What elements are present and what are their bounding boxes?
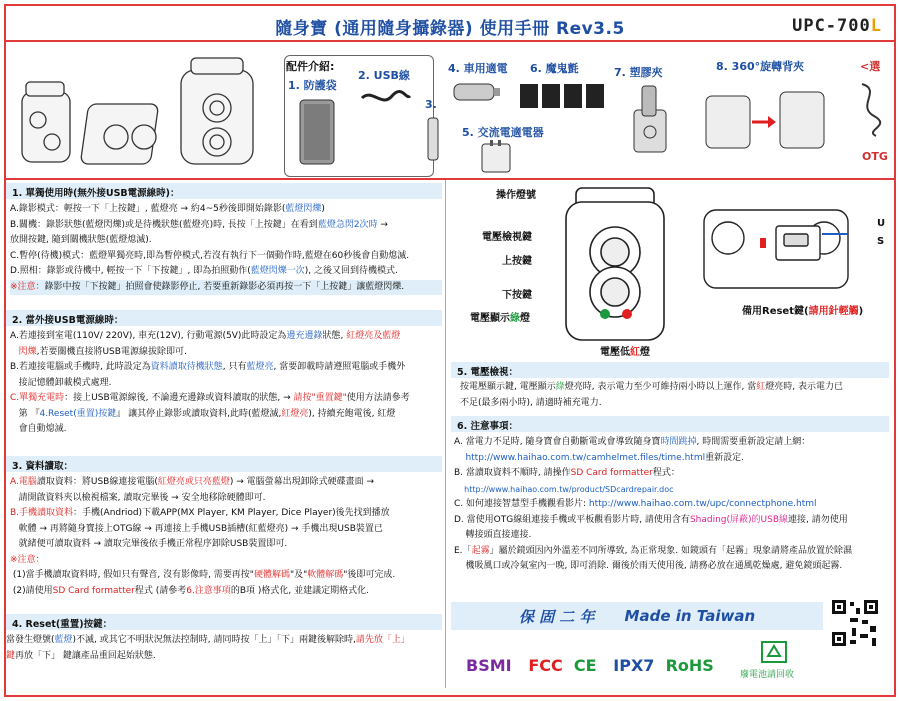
section-2-heading: 2. 當外接USB電源線時： bbox=[6, 310, 442, 326]
usb-cable-image bbox=[358, 86, 414, 108]
status-light-label: 操作燈號 bbox=[496, 190, 536, 201]
up-button-label: 上按鍵 bbox=[502, 256, 532, 267]
cert-rohs: RoHS bbox=[665, 656, 714, 675]
section-6-heading: 6. 注意事項： bbox=[451, 416, 889, 432]
recycle-icon bbox=[760, 640, 788, 664]
otg-label: OTG bbox=[862, 150, 888, 163]
accessory-swivel-clip-label: 8. 360°旋轉背夾 bbox=[716, 60, 805, 73]
cert-fcc: FCC bbox=[528, 656, 563, 675]
certifications bbox=[466, 656, 714, 675]
option-label: <選 bbox=[860, 60, 881, 73]
cert-ce: CE bbox=[573, 656, 597, 675]
camera-side-diagram bbox=[700, 204, 852, 296]
accessory-velcro-label: 6. 魔鬼氈 bbox=[530, 62, 579, 75]
accessory-usb-label: 2. USB線 bbox=[358, 69, 410, 82]
section-6-body: A. 當電力不足時, 隨身寶會自動斷電或會導致隨身寶時間跳掉, 時間需要重新設定請上網： http://www.haihao.com.tw/camhelmet.files/time.html重新設定. B. 當讀取資料不順時, 請操作SD Card formatter程式： http://www.haihao.com.tw/product/SDcardrepair.doc C. 如何連接智慧型手機觀看影片: http://www.haihao.com.tw/upc/connectphone.html D. 當使用OTG線組連接手機或平板觀看影片時, 請使用含有Shading(屏蔽)的USB線連接, 請勿使用 轉接頭直接連接. E.「起霧」屬於鏡頭因內外溫差不同所導致, 為正常現象. 如鏡頭有「起霧」現象請將產品放置於除濕 機吸風口或冷氣室內一晚, 即可消除. 爾後於雨天使用後, 請務必放在通風乾燥處, 避免鏡頭起霧. bbox=[454, 437, 853, 571]
recycle-label: 廢電池請回收 bbox=[740, 670, 795, 680]
section-4-heading: 4. Reset(重置)按鍵： bbox=[6, 614, 442, 630]
car-charger-image bbox=[452, 76, 502, 106]
section-4-body: 當發生燈號(藍燈)不滅, 或其它不明狀況無法控制時, 請同時按「上」「下」兩鍵後解除時,請先放「上」 鍵再放「下」 鍵讓產品重回起始狀態. bbox=[6, 635, 410, 661]
section-1-body: A.錄影模式：輕按一下「上按鍵」, 藍燈亮 → 約4~5秒後即開始錄影(藍燈閃爍) B.關機：錄影狀態(藍燈閃爍)或是待機狀態(藍燈亮)時, 長按「上按鍵」在看到藍燈急閃2次時 → 放開按鍵, 隨到關機狀態(藍燈熄滅). C.暫停(待機)模式：藍燈單獨亮時,即為暫停模式,若沒有執行下一個動作時,藍燈在60秒後會自動熄滅. D.照相：錄影或待機中, 輕按一下「下按鍵」, 即為拍照動作(藍燈閃爍一次), 之後又回到待機模式. ※注意：錄影中按「下按鍵」拍照會使錄影停止, 若要重新錄影必須再按一下「上按鍵」讓藍燈閃爍. bbox=[10, 202, 442, 295]
section-3-body: A.電腦讀取資料：將USB線連接電腦(紅燈亮或只亮藍燈) → 電腦螢幕出現卸除式硬碟畫面 → 請開啟資料夾以檢視檔案, 讀取完畢後 → 安全地移除硬體即可. B.手機讀取資料：手機(Andriod)下載APP(MX Player, KM Player, Dice Player)後先找到播放 軟體 → 再將隨身寶接上OTG線 → 再連接上手機USB插槽(紅藍燈亮) → 手機出現USB裝置已 就緒便可讀取資料 → 讀取完畢後依手機正常程序卸除USB裝置即可. ※注意： (1)當手機讀取資料時, 假如只有聲音, 沒有影像時, 需要再按"硬體解碼"及"軟體解碼"後即可完成. (2)請使用SD Card formatter程式 (請參考6.注意事項的B項 )格式化, 並建議定期格式化. bbox=[10, 477, 396, 596]
sdcard-repair-link[interactable]: http://www.haihao.com.tw/product/SDcardrepair.doc bbox=[464, 484, 674, 494]
page-title: 隨身寶 (通用隨身攝錄器) 使用手冊 Rev3.5 bbox=[275, 19, 625, 39]
camera-front-diagram bbox=[560, 186, 670, 346]
reset-key-label: 備用Reset鍵(請用針輕觸) bbox=[742, 306, 864, 317]
cert-ipx7: IPX7 bbox=[613, 656, 655, 675]
warranty-text: 保 固 二 年 bbox=[518, 607, 595, 626]
time-setting-link[interactable]: http://www.haihao.com.tw/camhelmet.files/time.html bbox=[465, 452, 706, 463]
header-divider bbox=[6, 40, 894, 42]
section-1-heading: 1. 單獨使用時(無外接USB電源線時)： bbox=[6, 183, 442, 199]
low-voltage-red-light-label: 電壓低紅燈 bbox=[600, 347, 650, 358]
velcro-image bbox=[518, 80, 608, 110]
made-in-taiwan: Made in Taiwan bbox=[624, 607, 756, 625]
accessory-3-label: 3. bbox=[425, 98, 437, 111]
down-button-label: 下按鍵 bbox=[502, 290, 532, 301]
ac-adapter-image bbox=[478, 140, 514, 176]
swivel-clip-image bbox=[700, 82, 830, 160]
column-divider bbox=[445, 180, 446, 688]
voltage-button-label: 電壓檢視鍵 bbox=[482, 232, 532, 243]
section-5-body: 按電壓顯示鍵, 電壓顯示綠燈亮時, 表示電力至少可維持兩小時以上運作, 當紅燈亮時, 表示電力已 不足(最多兩小時), 請適時補充電力. bbox=[460, 382, 843, 408]
accessory-ac-adapter-label: 5. 交流電適電器 bbox=[462, 126, 544, 139]
camera-product-photos bbox=[16, 52, 276, 172]
plastic-clip-image bbox=[626, 80, 674, 162]
voltage-green-light-label: 電壓顯示綠燈 bbox=[470, 313, 530, 324]
pouch-image bbox=[296, 96, 340, 170]
section-5-heading: 5. 電壓檢視： bbox=[451, 362, 889, 378]
accessory-3-image bbox=[424, 116, 442, 162]
accessories-heading: 配件介紹: bbox=[286, 60, 335, 73]
qr-code bbox=[830, 598, 880, 648]
section-3-heading: 3. 資料讀取： bbox=[6, 456, 442, 472]
usb-side-label-2: S bbox=[877, 236, 885, 247]
connect-phone-link[interactable]: http://www.haihao.com.tw/upc/connectphone.html bbox=[588, 499, 817, 509]
model-logo: UPC-700L bbox=[792, 16, 882, 36]
accessory-pouch-label: 1. 防護袋 bbox=[288, 79, 337, 92]
otg-cable-image bbox=[854, 80, 884, 140]
section-2-body: A.若連接到室電(110V/ 220V), 車充(12V), 行動電源(5V)此時設定為邊充邊錄狀態, 紅燈亮及藍燈 閃爍,若要關機直接將USB電源線拔除即可. B.若連接電腦或手機時, 此時設定為資料讀取待機狀態, 只有藍燈亮, 當要卸載時請遵照電腦或手機外 接記憶體卸載模式處理. C.單獨充電時：接上USB電源線後, 不論邊充邊錄或資料讀取的狀態, → 請按"重置鍵"使用方法請參考 第 『4.Reset(重置)按鍵』 讓其停止錄影或讀取資料,此時(藍燈滅,紅燈亮), 持續充飽電後, 紅燈 會自動熄滅. bbox=[10, 331, 410, 434]
accessories-divider bbox=[6, 178, 894, 180]
accessory-car-charger-label: 4. 車用適電 bbox=[448, 62, 508, 75]
cert-bsmi: BSMI bbox=[466, 656, 512, 675]
warranty-banner bbox=[451, 602, 823, 630]
usb-side-label: U bbox=[877, 218, 886, 229]
accessory-clip-label: 7. 塑膠夾 bbox=[614, 66, 663, 79]
